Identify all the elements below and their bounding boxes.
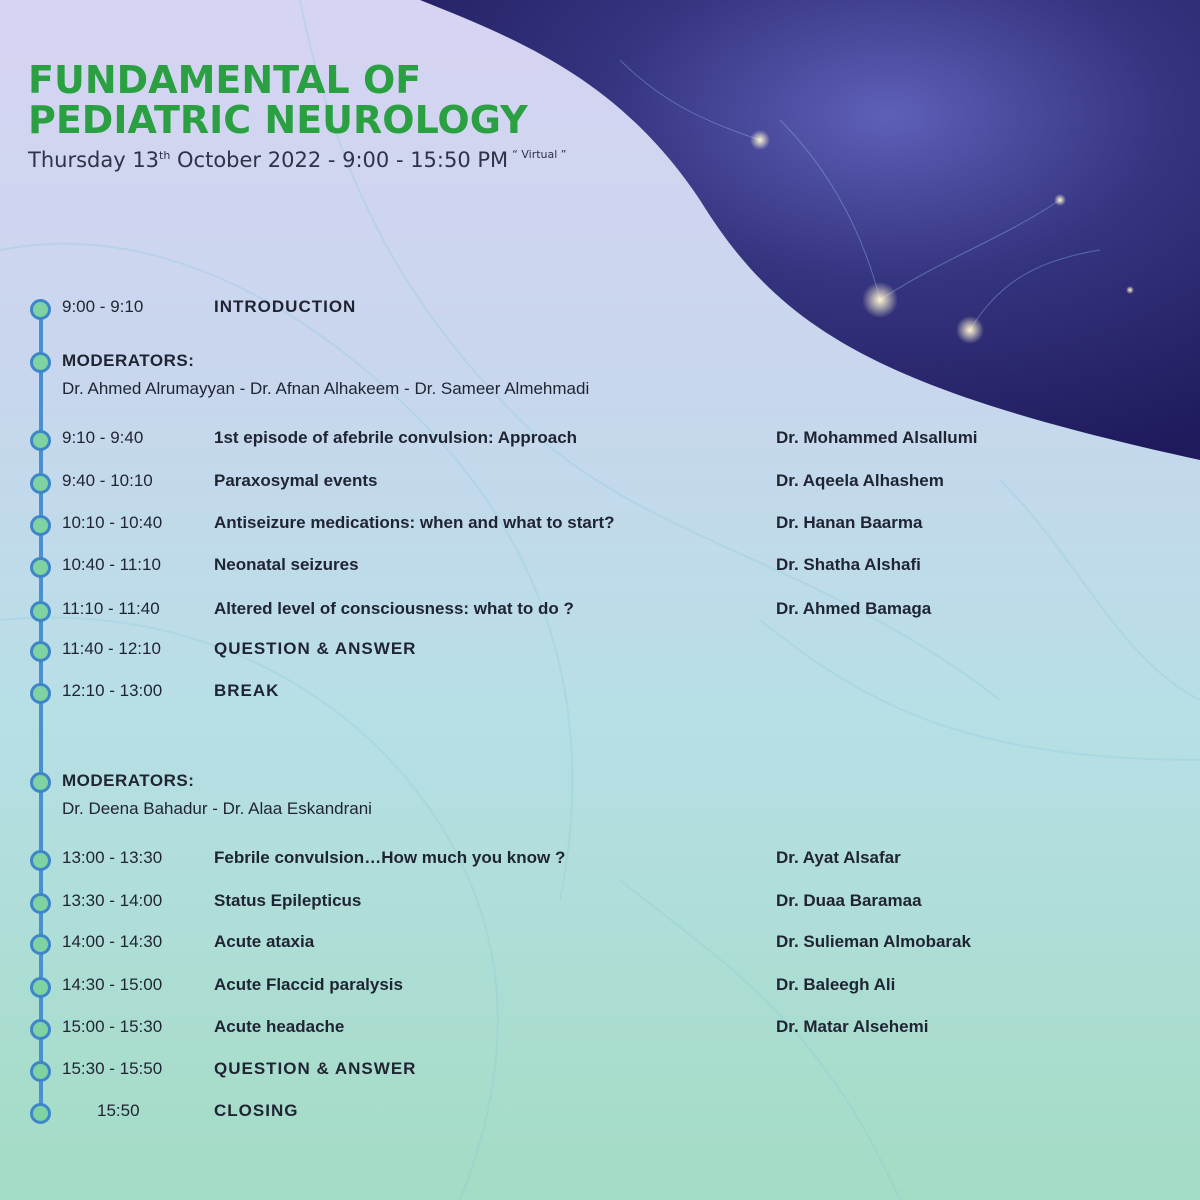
session-time: 13:30 - 14:00 — [62, 891, 163, 910]
session-speaker: Dr. Aqeela Alhashem — [776, 471, 944, 490]
session-time: 9:10 - 9:40 — [62, 428, 144, 447]
schedule-row — [0, 599, 1200, 623]
moderators-label: MODERATORS: — [62, 771, 195, 790]
session-time: 15:30 - 15:50 — [62, 1059, 163, 1078]
session-topic: Paraxosymal events — [214, 471, 378, 490]
schedule-row — [0, 932, 1200, 956]
subtitle-suffix: October 2022 - 9:00 - 15:50 PM — [170, 148, 509, 172]
schedule-row — [0, 428, 1200, 452]
event-title — [28, 60, 528, 140]
session-time: 10:40 - 11:10 — [62, 555, 161, 574]
subtitle-ordinal-suffix: th — [159, 149, 171, 162]
session-time: 11:10 - 11:40 — [62, 599, 160, 618]
virtual-tag: “ Virtual ” — [512, 148, 567, 161]
session-speaker: Dr. Shatha Alshafi — [776, 555, 921, 574]
session-time: 14:00 - 14:30 — [62, 932, 163, 951]
schedule-row — [0, 1017, 1200, 1041]
session-time: 9:40 - 10:10 — [62, 471, 153, 490]
session-topic: Altered level of consciousness: what to do ? — [214, 599, 574, 618]
timeline-dot — [30, 352, 51, 373]
schedule-row — [0, 639, 1200, 663]
session-time: 10:10 - 10:40 — [62, 513, 163, 532]
schedule-row — [0, 681, 1200, 705]
session-topic: Acute Flaccid paralysis — [214, 975, 403, 994]
session-time: 13:00 - 13:30 — [62, 848, 163, 867]
session-topic: Antiseizure medications: when and what to start? — [214, 513, 615, 532]
session-speaker: Dr. Ayat Alsafar — [776, 848, 901, 867]
event-date-subtitle — [28, 148, 567, 172]
schedule-row — [0, 1059, 1200, 1083]
session-time: 15:00 - 15:30 — [62, 1017, 163, 1036]
session-speaker: Dr. Mohammed Alsallumi — [776, 428, 978, 447]
session-topic: QUESTION & ANSWER — [214, 1059, 417, 1078]
session-time: 15:50 — [97, 1101, 140, 1120]
moderators-label: MODERATORS: — [62, 351, 195, 370]
session-topic: Acute headache — [214, 1017, 345, 1036]
session-time: 9:00 - 9:10 — [62, 297, 144, 316]
session-time: 11:40 - 12:10 — [62, 639, 161, 658]
schedule-row — [0, 1101, 1200, 1125]
subtitle-prefix: Thursday 13 — [28, 148, 160, 172]
session-speaker: Dr. Sulieman Almobarak — [776, 932, 971, 951]
session-topic: Status Epilepticus — [214, 891, 362, 910]
session-speaker: Dr. Ahmed Bamaga — [776, 599, 932, 618]
session-topic: CLOSING — [214, 1101, 299, 1120]
session-topic: BREAK — [214, 681, 280, 700]
event-title-line-2: PEDIATRIC NEUROLOGY — [28, 98, 528, 142]
schedule-row — [0, 513, 1200, 537]
session-speaker: Dr. Baleegh Ali — [776, 975, 896, 994]
session-topic: Febrile convulsion…How much you know ? — [214, 848, 566, 867]
schedule-row — [0, 975, 1200, 999]
session-speaker: Dr. Matar Alsehemi — [776, 1017, 929, 1036]
schedule-row — [0, 891, 1200, 915]
session-speaker: Dr. Duaa Baramaa — [776, 891, 922, 910]
schedule-row — [0, 297, 1200, 321]
schedule-row — [0, 471, 1200, 495]
schedule-row — [0, 555, 1200, 579]
session-topic: QUESTION & ANSWER — [214, 639, 417, 658]
session-topic: 1st episode of afebrile convulsion: Approach — [214, 428, 578, 447]
moderators-names: Dr. Deena Bahadur - Dr. Alaa Eskandrani — [62, 799, 372, 818]
session-topic: Acute ataxia — [214, 932, 315, 951]
session-time: 12:10 - 13:00 — [62, 681, 163, 700]
session-topic: INTRODUCTION — [214, 297, 357, 316]
event-title-line-1: FUNDAMENTAL OF — [28, 58, 422, 102]
moderators-names: Dr. Ahmed Alrumayyan - Dr. Afnan Alhakeem - Dr. Sameer Almehmadi — [62, 379, 590, 398]
session-topic: Neonatal seizures — [214, 555, 359, 574]
schedule-row — [0, 848, 1200, 872]
session-speaker: Dr. Hanan Baarma — [776, 513, 923, 532]
session-time: 14:30 - 15:00 — [62, 975, 163, 994]
timeline-dot — [30, 772, 51, 793]
